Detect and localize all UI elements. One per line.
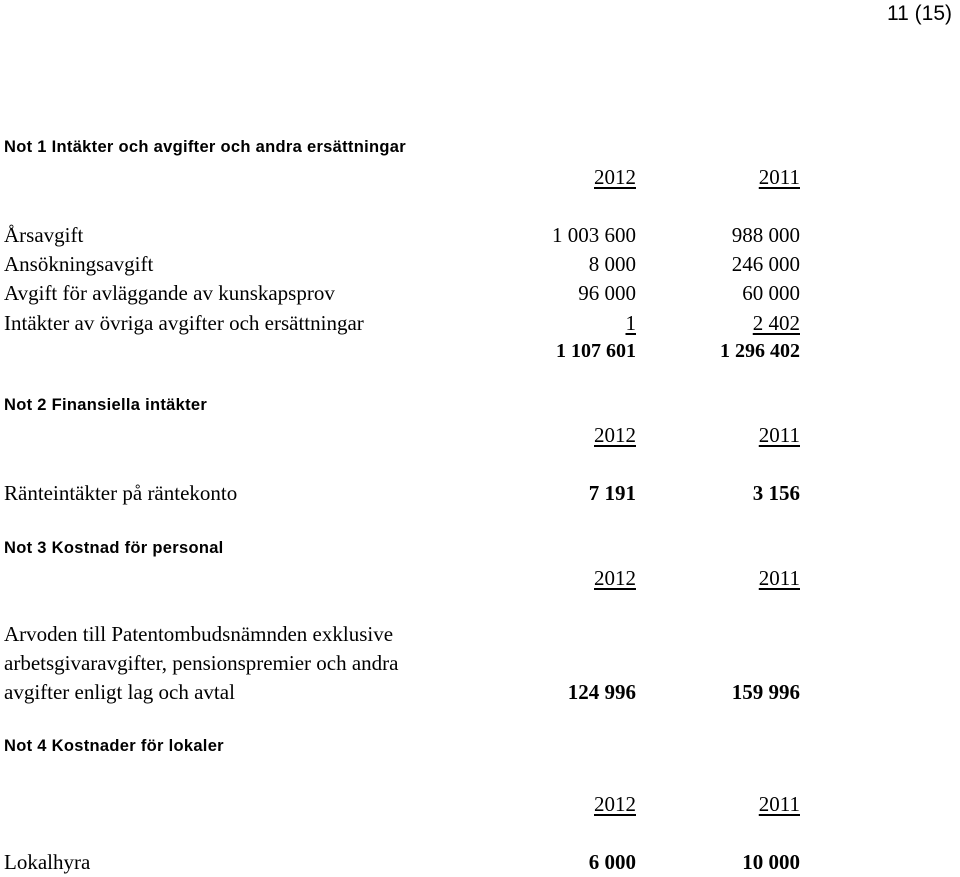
note-1-year-2011: 2011 (758, 165, 800, 189)
note-3-label-line-2: arbetsgivaravgifter, pensionspremier och andra (4, 651, 399, 675)
note-3-year-2012: 2012 (594, 566, 636, 590)
note-3-value-2011: 159 996 (731, 680, 800, 704)
note-3-label-line-3: avgifter enligt lag och avtal (4, 680, 235, 704)
note-1-heading: Not 1 Intäkter och avgifter och andra ersättningar (4, 138, 406, 156)
note-1-row-value-2011: 988 000 (731, 223, 800, 247)
note-2-heading: Not 2 Finansiella intäkter (4, 396, 208, 414)
note-1-row-value-2011: 60 000 (742, 281, 800, 305)
note-1-row-value-2011: 2 402 (752, 311, 800, 335)
note-4-value-2011: 10 000 (742, 850, 800, 874)
note-3-heading: Not 3 Kostnad för personal (4, 539, 224, 557)
note-4-year-2012: 2012 (594, 792, 636, 816)
note-2-year-2011: 2011 (758, 423, 800, 447)
note-2-value-2012: 7 191 (588, 481, 636, 505)
note-1-row-value-2012: 1 003 600 (552, 223, 636, 247)
note-4-year-2011: 2011 (758, 792, 800, 816)
note-3-label-line-1: Arvoden till Patentombudsnämnden exklusive (4, 622, 394, 646)
note-1-row-value-2011: 246 000 (731, 252, 800, 276)
note-1-row-label: Årsavgift (4, 223, 84, 247)
note-1-row-label: Avgift för avläggande av kunskapsprov (4, 281, 335, 305)
note-4-value-2012: 6 000 (588, 850, 636, 874)
note-1-total-2011: 1 296 402 (720, 340, 800, 362)
note-1-row-value-2012: 96 000 (578, 281, 636, 305)
note-3-value-2012: 124 996 (567, 680, 636, 704)
note-2-year-2012: 2012 (594, 423, 636, 447)
note-1-row-value-2012: 8 000 (588, 252, 636, 276)
note-1-row-value-2012: 1 (625, 311, 636, 335)
note-2-row-label: Ränteintäkter på räntekonto (4, 481, 238, 505)
note-1-year-2012: 2012 (594, 165, 636, 189)
note-1-total-2012: 1 107 601 (556, 340, 636, 362)
note-2-value-2011: 3 156 (752, 481, 800, 505)
page-number: 11 (15) (887, 2, 952, 25)
note-4-row-label: Lokalhyra (4, 850, 91, 874)
note-1-row-label: Ansökningsavgift (4, 252, 154, 276)
note-4-heading: Not 4 Kostnader för lokaler (4, 737, 224, 755)
note-3-year-2011: 2011 (758, 566, 800, 590)
note-1-row-label: Intäkter av övriga avgifter och ersättningar (4, 311, 364, 335)
